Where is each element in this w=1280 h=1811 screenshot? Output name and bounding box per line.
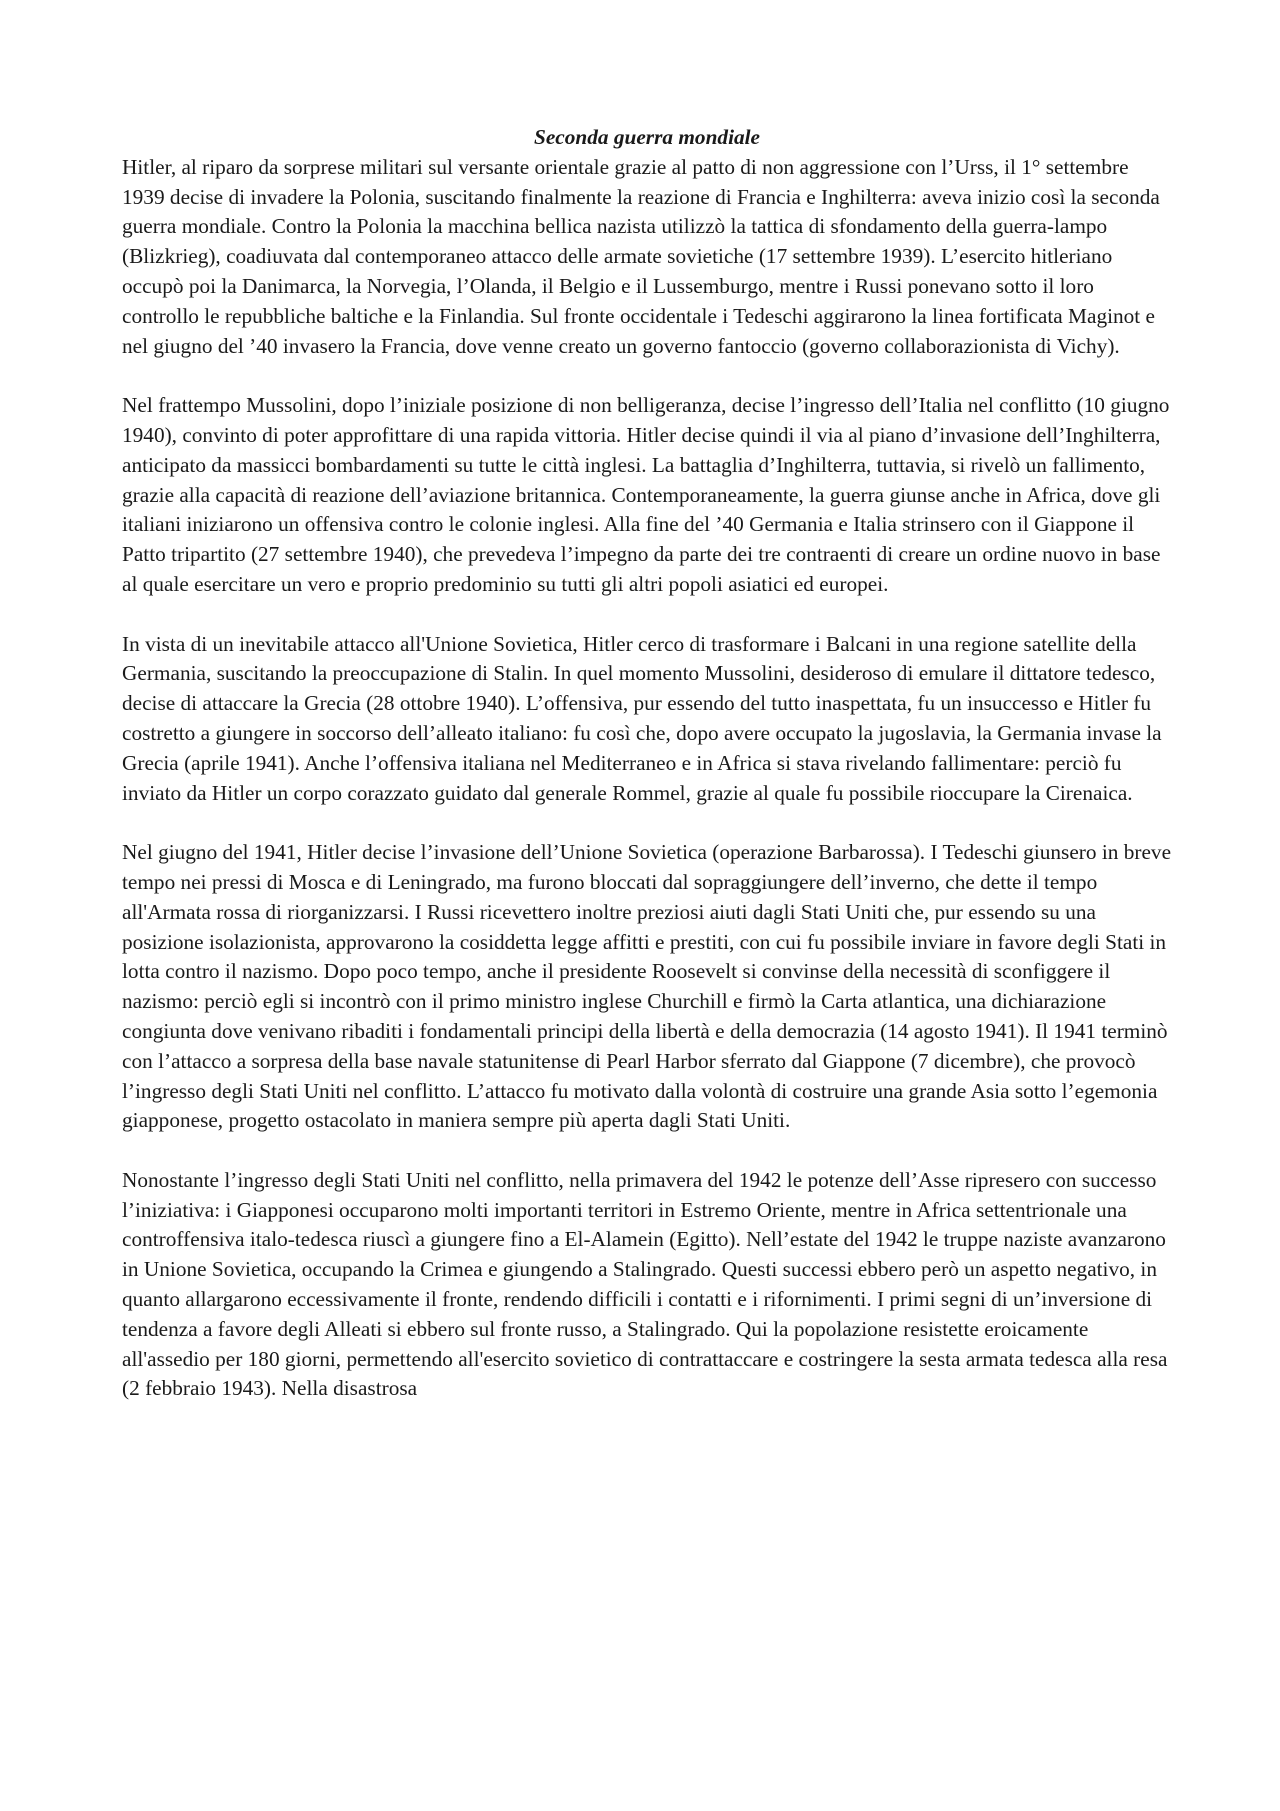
- paragraph-balcani-grecia: In vista di un inevitabile attacco all'Unione Sovietica, Hitler cerco di trasformare i Balcani in una regione satellite della Germania, suscitando la preoccupazione di Stalin. In quel momento Mussolini, desideroso di emulare il dittatore tedesco, decise di attaccare la Grecia (28 ottobre 1940). L’offensiva, pur essendo del tutto inaspettata, fu un insuccesso e Hitler fu costretto a giungere in soccorso dell’alleato italiano: fu così che, dopo avere occupato la jugoslavia, la Germania invase la Grecia (aprile 1941). Anche l’offensiva italiana nel Mediterraneo e in Africa si stava rivelando fallimentare: perciò fu inviato da Hitler un corpo corazzato guidato dal generale Rommel, grazie al quale fu possibile rioccupare la Cirenaica.: [122, 631, 1162, 805]
- paragraph-operazione-barbarossa: Nel giugno del 1941, Hitler decise l’invasione dell’Unione Sovietica (operazione Barbarossa). I Tedeschi giunsero in breve tempo nei pressi di Mosca e di Leningrado, ma furono bloccati dal sopraggiungere dell’inverno, che dette il tempo all'Armata rossa di riorganizzarsi. I Russi ricevettero inoltre preziosi aiuti dagli Stati Uniti che, pur essendo su una posizione isolazionista, approvarono la cosiddetta legge affitti e prestiti, con cui fu possibile inviare in favore degli Stati in lotta contro il nazismo. Dopo poco tempo, anche il presidente Roosevelt si convinse della necessità di sconfiggere il nazismo: perciò egli si incontrò con il primo ministro inglese Churchill e firmò la Carta atlantica, una dichiarazione congiunta dove venivano ribaditi i fondamentali principi della libertà e della democrazia (14 agosto 1941). Il 1941 terminò con l’attacco a sorpresa della base navale statunitense di Pearl Harbor sferrato dal Giappone (7 dicembre), che provocò l’ingresso degli Stati Uniti nel conflitto. L’attacco fu motivato dalla volontà di costruire una grande Asia sotto l’egemonia giapponese, progetto ostacolato in maniera sempre più aperta dagli Stati Uniti.: [122, 840, 1172, 1133]
- document-title: Seconda guerra mondiale: [534, 125, 760, 149]
- paragraph-invasione-polonia: Hitler, al riparo da sorprese militari sul versante orientale grazie al patto di non aggressione con l’Urss, il 1° settembre 1939 decise di invadere la Polonia, suscitando finalmente la reazione di Francia e Inghilterra: aveva inizio così la seconda guerra mondiale. Contro la Polonia la macchina bellica nazista utilizzò la tattica di sfondamento della guerra-lampo (Blizkrieg), coadiuvata dal contemporaneo attacco delle armate sovietiche (17 settembre 1939). L’esercito hitleriano occupò poi la Danimarca, la Norvegia, l’Olanda, il Belgio e il Lussemburgo, mentre i Russi ponevano sotto il loro controllo le repubbliche baltiche e la Finlandia. Sul fronte occidentale i Tedeschi aggirarono la linea fortificata Maginot e nel giugno del ’40 invasero la Francia, dove venne creato un governo fantoccio (governo collaborazionista di Vichy).: [122, 154, 1160, 358]
- paragraph-ingresso-italia: Nel frattempo Mussolini, dopo l’iniziale posizione di non belligeranza, decise l’ingresso dell’Italia nel conflitto (10 giugno 1940), convinto di poter approfittare di una rapida vittoria. Hitler decise quindi il via al piano d’invasione dell’Inghilterra, anticipato da massicci bombardamenti su tutte le città inglesi. La battaglia d’Inghilterra, tuttavia, si rivelò un fallimento, grazie alla capacità di reazione dell’aviazione britannica. Contemporaneamente, la guerra giunse anche in Africa, dove gli italiani iniziarono un offensiva contro le colonie inglesi. Alla fine del ’40 Germania e Italia strinsero con il Giappone il Patto tripartito (27 settembre 1940), che prevedeva l’impegno da parte dei tre contraenti di creare un ordine nuovo in base al quale esercitare un vero e proprio predominio su tutti gli altri popoli asiatici ed europei.: [122, 393, 1170, 596]
- paragraph-stalingrado: Nonostante l’ingresso degli Stati Uniti nel conflitto, nella primavera del 1942 le potenze dell’Asse ripresero con successo l’iniziativa: i Giapponesi occuparono molti importanti territori in Estremo Oriente, mentre in Africa settentrionale una controffensiva italo-tedesca riuscì a giungere fino a El-Alamein (Egitto). Nell’estate del 1942 le truppe naziste avanzarono in Unione Sovietica, occupando la Crimea e giungendo a Stalingrado. Questi successi ebbero però un aspetto negativo, in quanto allargarono eccessivamente il fronte, rendendo difficili i contatti e i rifornimenti. I primi segni di un’inversione di tendenza a favore degli Alleati si ebbero sul fronte russo, a Stalingrado. Qui la popolazione resistette eroicamente all'assedio per 180 giorni, permettendo all'esercito sovietico di contrattaccare e costringere la sesta armata tedesca alla resa (2 febbraio 1943). Nella disastrosa: [122, 1167, 1168, 1401]
- document-body: [122, 123, 1172, 1404]
